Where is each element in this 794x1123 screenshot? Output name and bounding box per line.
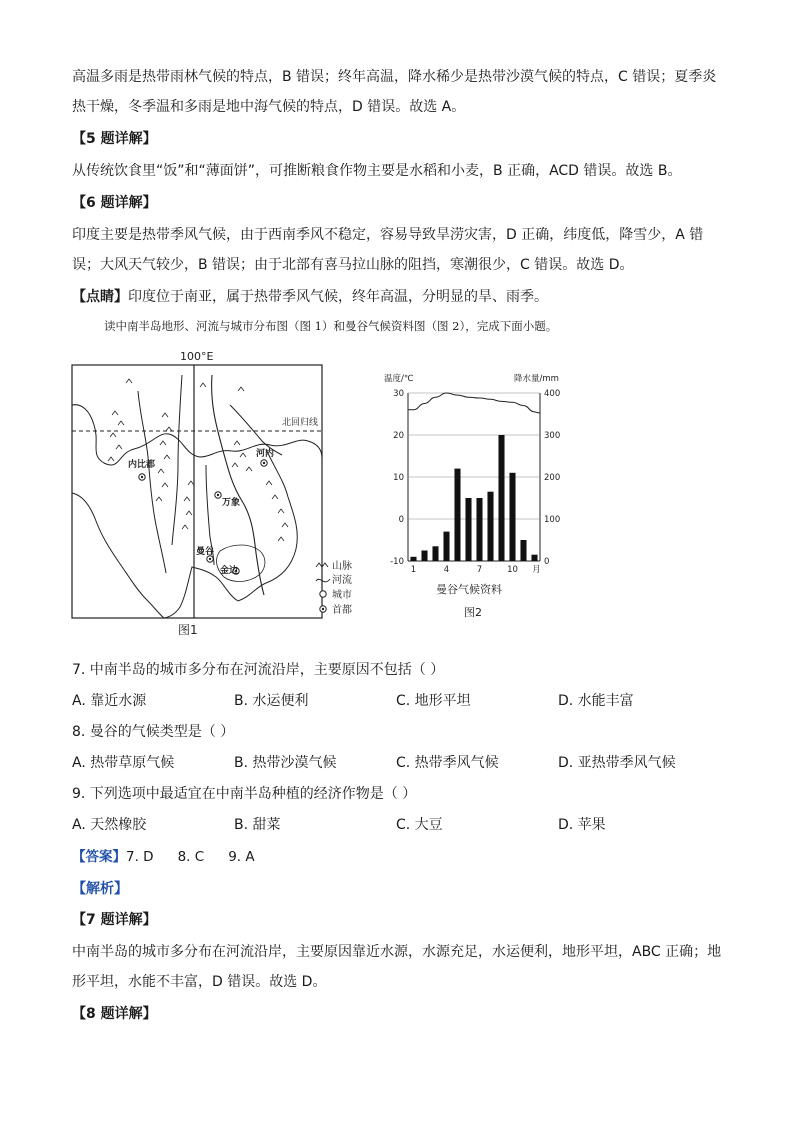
- precip-tick-label: 400: [544, 389, 561, 399]
- q8-option-a[interactable]: A. 热带草原气候: [72, 755, 175, 771]
- precip-tick-label: 100: [544, 515, 561, 525]
- q6-heading: 【6 题详解】: [72, 195, 157, 211]
- precip-tick-label: 0: [544, 557, 550, 567]
- q7-detail-line-1: 中南半岛的城市多分布在河流沿岸，主要原因靠近水源，水源充足，水运便利，地形平坦，ABC 正确；地: [72, 944, 722, 960]
- legend-city-label: 城市: [332, 590, 352, 601]
- capital-hanoi-dot: [263, 462, 265, 464]
- month-unit-label: 月: [532, 565, 541, 575]
- city-label-bangkok: 曼谷: [196, 547, 215, 557]
- q7-option-c[interactable]: C. 地形平坦: [396, 693, 471, 709]
- left-axis-label: 温度/℃: [384, 374, 414, 384]
- jiexi-heading: 【解析】: [72, 881, 128, 897]
- legend-city-icon: [320, 591, 326, 597]
- q7-option-d[interactable]: D. 水能丰富: [558, 693, 634, 709]
- temp-tick-label: 30: [393, 389, 404, 399]
- q8-option-c[interactable]: C. 热带季风气候: [396, 755, 499, 771]
- q8-stem: 8. 曼谷的气候类型是（ ）: [72, 724, 235, 740]
- precip-bar: [509, 473, 515, 561]
- q8-option-b[interactable]: B. 热带沙漠气候: [234, 755, 337, 771]
- dianjing: [72, 288, 548, 306]
- precip-bar: [432, 546, 438, 561]
- precipitation-bars: [410, 435, 537, 561]
- precip-bar: [476, 498, 482, 561]
- capital-naypyidaw-dot: [141, 476, 143, 478]
- q7-detail-heading: 【7 题详解】: [72, 912, 157, 928]
- precip-bar: [487, 492, 493, 561]
- q7-stem: 7. 中南半岛的城市多分布在河流沿岸，主要原因不包括（ ）: [72, 662, 445, 678]
- q6-explanation-line-1: 印度主要是热带季风气候，由于西南季风不稳定，容易导致旱涝灾害，D 正确，纬度低，降雪少，A 错: [72, 227, 704, 243]
- precip-bar: [465, 498, 471, 561]
- temperature-line: [408, 393, 540, 413]
- city-label-phnompenh: 金边: [220, 566, 239, 576]
- q5-explanation: 从传统饮食里“饭”和“薄面饼”，可推断粮食作物主要是水稻和小麦，B 正确，ACD 错误。故选 B。: [72, 163, 682, 179]
- q7-option-b[interactable]: B. 水运便利: [234, 693, 309, 709]
- answer-label: 【答案】: [72, 849, 126, 865]
- precip-bar: [443, 532, 449, 561]
- explanation-line-1: 高温多雨是热带雨林气候的特点，B 错误；终年高温，降水稀少是热带沙漠气候的特点，C 错误；夏季炎: [72, 69, 717, 85]
- q7-option-a[interactable]: A. 靠近水源: [72, 693, 147, 709]
- q8-detail-heading: 【8 题详解】: [72, 1006, 157, 1022]
- precip-bar: [421, 551, 427, 562]
- answer-8: 8. C: [177, 849, 205, 865]
- month-tick-label: 1: [410, 565, 417, 575]
- legend-mountain-label: 山脉: [332, 561, 352, 572]
- answer-9: 9. A: [228, 849, 255, 865]
- precip-tick-label: 200: [544, 473, 561, 483]
- legend-capital-label: 首都: [332, 605, 352, 616]
- temp-tick-label: 20: [393, 431, 404, 441]
- precip-bar: [520, 540, 526, 561]
- capital-vientiane-dot: [217, 494, 219, 496]
- q9-option-a[interactable]: A. 天然橡胶: [72, 817, 147, 833]
- q8-option-d[interactable]: D. 亚热带季风气候: [558, 755, 676, 771]
- tropic-label: 北回归线: [282, 418, 319, 428]
- right-axis-label: 降水量/mm: [514, 374, 559, 384]
- capital-bangkok-dot: [209, 558, 211, 560]
- month-tick-label: 4: [443, 565, 450, 575]
- legend-capital-dot: [322, 608, 324, 610]
- q9-option-b[interactable]: B. 甜菜: [234, 817, 281, 833]
- chart-tick-labels: [390, 389, 560, 575]
- chart-caption: 图2: [464, 606, 482, 619]
- precip-bar: [498, 435, 504, 561]
- city-label-vientiane: 万象: [222, 498, 241, 508]
- answer-7: 7. D: [126, 849, 154, 865]
- temp-tick-label: 0: [398, 515, 404, 525]
- meridian-label: 100°E: [180, 350, 214, 363]
- city-label-naypyidaw: 内比都: [128, 460, 156, 470]
- q7-detail-line-2: 形平坦，水能不丰富，D 错误。故选 D。: [72, 974, 327, 990]
- temp-tick-label: 10: [393, 473, 404, 483]
- month-tick-label: 10: [507, 565, 518, 575]
- precip-tick-label: 300: [544, 431, 561, 441]
- indochina-map: [60, 345, 380, 645]
- city-label-hanoi: 河内: [256, 449, 275, 459]
- question-intro: 读中南半岛地形、河流与城市分布图（图 1）和曼谷气候资料图（图 2），完成下面小题。: [104, 319, 558, 333]
- q9-option-d[interactable]: D. 苹果: [558, 817, 606, 833]
- map-caption: 图1: [178, 623, 198, 637]
- explanation-line-2: 热干燥，冬季温和多雨是地中海气候的特点，D 错误。故选 A。: [72, 99, 466, 115]
- map-frame: [72, 365, 322, 618]
- month-tick-label: 7: [476, 565, 483, 575]
- precip-bar: [454, 469, 460, 561]
- chart-title: 曼谷气候资料: [436, 583, 502, 596]
- q6-explanation-line-2: 误；大风天气较少，B 错误；由于北部有喜马拉山脉的阻挡，寒潮很少，C 错误。故选 D。: [72, 257, 634, 273]
- bangkok-climate-chart: [378, 368, 578, 628]
- q9-option-c[interactable]: C. 大豆: [396, 817, 443, 833]
- dianjing-label: 【点睛】: [72, 289, 128, 305]
- q9-stem: 9. 下列选项中最适宜在中南半岛种植的经济作物是（ ）: [72, 786, 417, 802]
- dianjing-text: 印度位于南亚，属于热带季风气候，终年高温，分明显的旱、雨季。: [128, 289, 548, 305]
- answer-line: [72, 848, 255, 866]
- precip-bar: [410, 557, 416, 561]
- temp-tick-label: -10: [390, 557, 404, 567]
- precip-bar: [531, 555, 537, 561]
- q5-heading: 【5 题详解】: [72, 131, 157, 147]
- legend-river-label: 河流: [332, 575, 352, 586]
- chart-gridlines: [408, 393, 540, 519]
